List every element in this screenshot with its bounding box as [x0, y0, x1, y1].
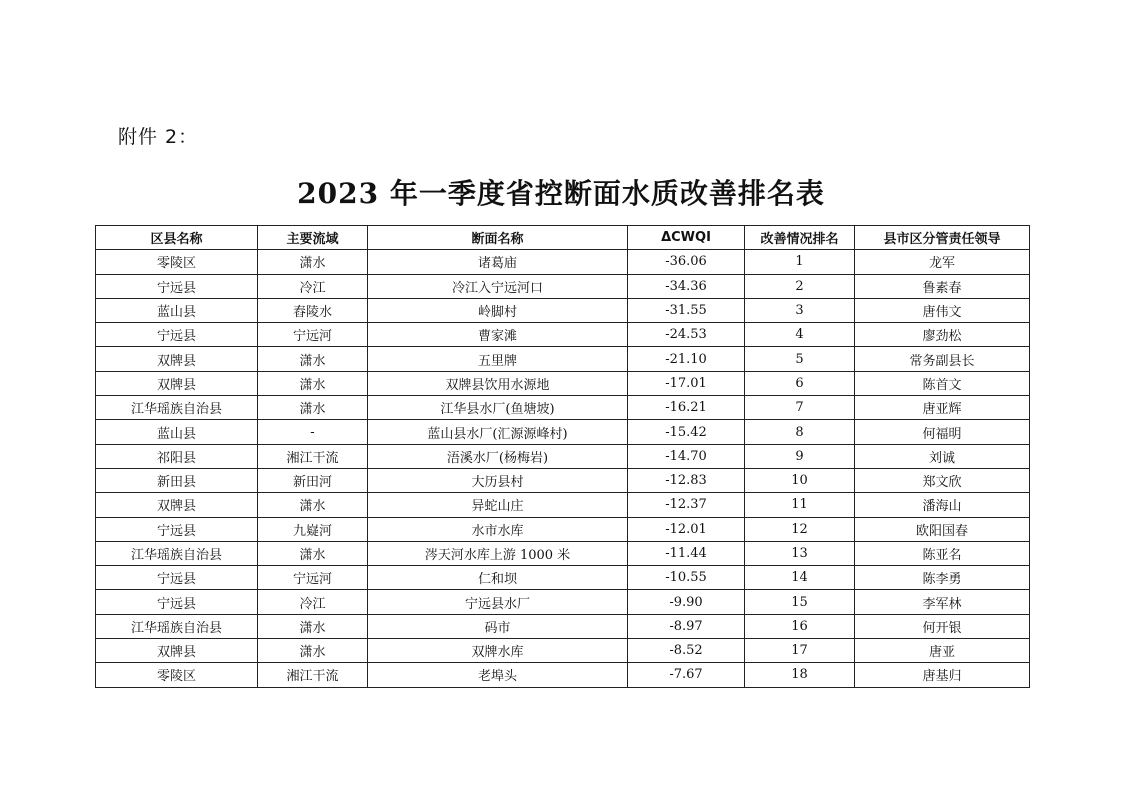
basin-cell: 潇水 — [258, 614, 368, 638]
leader-cell: 潘海山 — [855, 493, 1030, 517]
table-row — [96, 468, 1030, 492]
header-delta-cwqi: ΔCWQI — [628, 226, 745, 250]
county-cell: 双牌县 — [96, 639, 258, 663]
county-cell: 双牌县 — [96, 347, 258, 371]
table-row — [96, 614, 1030, 638]
county-cell: 宁远县 — [96, 590, 258, 614]
delta-cwqi-cell: -12.83 — [628, 468, 745, 492]
delta-cwqi-cell: -15.42 — [628, 420, 745, 444]
delta-cwqi-cell: -11.44 — [628, 541, 745, 565]
leader-cell: 常务副县长 — [855, 347, 1030, 371]
rank-cell: 1 — [745, 250, 855, 274]
section-cell: 涔天河水库上游 1000 米 — [368, 541, 628, 565]
county-cell: 宁远县 — [96, 566, 258, 590]
rank-cell: 17 — [745, 639, 855, 663]
county-cell: 双牌县 — [96, 493, 258, 517]
rank-cell: 18 — [745, 663, 855, 687]
table-row — [96, 250, 1030, 274]
basin-cell: 宁远河 — [258, 323, 368, 347]
leader-cell: 龙军 — [855, 250, 1030, 274]
table-row — [96, 590, 1030, 614]
rank-cell: 6 — [745, 371, 855, 395]
rank-cell: 7 — [745, 396, 855, 420]
county-cell: 祁阳县 — [96, 444, 258, 468]
section-cell: 冷江入宁远河口 — [368, 274, 628, 298]
basin-cell: 九嶷河 — [258, 517, 368, 541]
delta-cwqi-cell: -24.53 — [628, 323, 745, 347]
basin-cell: 湘江干流 — [258, 663, 368, 687]
basin-cell: 潇水 — [258, 639, 368, 663]
basin-cell: 潇水 — [258, 493, 368, 517]
basin-cell: 冷江 — [258, 274, 368, 298]
county-cell: 蓝山县 — [96, 298, 258, 322]
section-cell: 异蛇山庄 — [368, 493, 628, 517]
delta-cwqi-cell: -12.37 — [628, 493, 745, 517]
leader-cell: 李军林 — [855, 590, 1030, 614]
delta-cwqi-cell: -31.55 — [628, 298, 745, 322]
rank-cell: 11 — [745, 493, 855, 517]
basin-cell: 潇水 — [258, 396, 368, 420]
delta-cwqi-cell: -12.01 — [628, 517, 745, 541]
delta-cwqi-cell: -36.06 — [628, 250, 745, 274]
section-cell: 大历县村 — [368, 468, 628, 492]
leader-cell: 陈首文 — [855, 371, 1030, 395]
table-row — [96, 541, 1030, 565]
attachment-label: 附件 2： — [118, 126, 199, 148]
leader-cell: 唐伟文 — [855, 298, 1030, 322]
header-rank: 改善情况排名 — [745, 226, 855, 250]
table-body — [96, 250, 1030, 687]
table-row — [96, 371, 1030, 395]
table-header — [96, 226, 1030, 250]
basin-cell: 宁远河 — [258, 566, 368, 590]
table-row — [96, 420, 1030, 444]
county-cell: 双牌县 — [96, 371, 258, 395]
table-row — [96, 517, 1030, 541]
table-row — [96, 444, 1030, 468]
header-row — [96, 226, 1030, 250]
table-row — [96, 323, 1030, 347]
leader-cell: 鲁素春 — [855, 274, 1030, 298]
header-basin: 主要流域 — [258, 226, 368, 250]
county-cell: 零陵区 — [96, 663, 258, 687]
leader-cell: 廖劲松 — [855, 323, 1030, 347]
table-row — [96, 274, 1030, 298]
table-row — [96, 639, 1030, 663]
delta-cwqi-cell: -34.36 — [628, 274, 745, 298]
table-row — [96, 493, 1030, 517]
section-cell: 蓝山县水厂(汇源源峰村) — [368, 420, 628, 444]
rank-cell: 8 — [745, 420, 855, 444]
section-cell: 诸葛庙 — [368, 250, 628, 274]
rank-cell: 9 — [745, 444, 855, 468]
leader-cell: 刘诚 — [855, 444, 1030, 468]
basin-cell: 湘江干流 — [258, 444, 368, 468]
rank-cell: 5 — [745, 347, 855, 371]
county-cell: 江华瑶族自治县 — [96, 541, 258, 565]
section-cell: 双牌水库 — [368, 639, 628, 663]
county-cell: 宁远县 — [96, 517, 258, 541]
table-row — [96, 298, 1030, 322]
rank-cell: 15 — [745, 590, 855, 614]
delta-cwqi-cell: -10.55 — [628, 566, 745, 590]
delta-cwqi-cell: -16.21 — [628, 396, 745, 420]
leader-cell: 郑文欣 — [855, 468, 1030, 492]
rank-cell: 2 — [745, 274, 855, 298]
rank-cell: 3 — [745, 298, 855, 322]
section-cell: 仁和坝 — [368, 566, 628, 590]
section-cell: 老埠头 — [368, 663, 628, 687]
section-cell: 宁远县水厂 — [368, 590, 628, 614]
table-row — [96, 347, 1030, 371]
section-cell: 水市水库 — [368, 517, 628, 541]
rank-cell: 12 — [745, 517, 855, 541]
county-cell: 江华瑶族自治县 — [96, 614, 258, 638]
county-cell: 江华瑶族自治县 — [96, 396, 258, 420]
rank-cell: 13 — [745, 541, 855, 565]
leader-cell: 何福明 — [855, 420, 1030, 444]
basin-cell: 新田河 — [258, 468, 368, 492]
delta-cwqi-cell: -21.10 — [628, 347, 745, 371]
section-cell: 码市 — [368, 614, 628, 638]
leader-cell: 陈亚名 — [855, 541, 1030, 565]
rank-cell: 14 — [745, 566, 855, 590]
leader-cell: 唐亚 — [855, 639, 1030, 663]
header-section: 断面名称 — [368, 226, 628, 250]
basin-cell: 潇水 — [258, 541, 368, 565]
leader-cell: 欧阳国春 — [855, 517, 1030, 541]
section-cell: 五里牌 — [368, 347, 628, 371]
delta-cwqi-cell: -9.90 — [628, 590, 745, 614]
rank-cell: 10 — [745, 468, 855, 492]
rank-cell: 16 — [745, 614, 855, 638]
section-cell: 曹家滩 — [368, 323, 628, 347]
basin-cell: - — [258, 420, 368, 444]
table-row — [96, 566, 1030, 590]
county-cell: 宁远县 — [96, 274, 258, 298]
table-row — [96, 663, 1030, 687]
basin-cell: 潇水 — [258, 371, 368, 395]
delta-cwqi-cell: -17.01 — [628, 371, 745, 395]
basin-cell: 舂陵水 — [258, 298, 368, 322]
leader-cell: 唐亚辉 — [855, 396, 1030, 420]
section-cell: 浯溪水厂(杨梅岩) — [368, 444, 628, 468]
delta-cwqi-cell: -8.52 — [628, 639, 745, 663]
header-leader: 县市区分管责任领导 — [855, 226, 1030, 250]
table-row — [96, 396, 1030, 420]
leader-cell: 陈李勇 — [855, 566, 1030, 590]
delta-cwqi-cell: -8.97 — [628, 614, 745, 638]
section-cell: 岭脚村 — [368, 298, 628, 322]
header-county: 区县名称 — [96, 226, 258, 250]
county-cell: 宁远县 — [96, 323, 258, 347]
delta-cwqi-cell: -7.67 — [628, 663, 745, 687]
county-cell: 零陵区 — [96, 250, 258, 274]
rank-cell: 4 — [745, 323, 855, 347]
leader-cell: 何开银 — [855, 614, 1030, 638]
delta-cwqi-cell: -14.70 — [628, 444, 745, 468]
county-cell: 蓝山县 — [96, 420, 258, 444]
section-cell: 江华县水厂(鱼塘坡) — [368, 396, 628, 420]
section-cell: 双牌县饮用水源地 — [368, 371, 628, 395]
basin-cell: 潇水 — [258, 250, 368, 274]
basin-cell: 潇水 — [258, 347, 368, 371]
page-title: 2023 年一季度省控断面水质改善排名表 — [297, 177, 825, 210]
basin-cell: 冷江 — [258, 590, 368, 614]
county-cell: 新田县 — [96, 468, 258, 492]
ranking-table — [95, 225, 1030, 688]
leader-cell: 唐基归 — [855, 663, 1030, 687]
